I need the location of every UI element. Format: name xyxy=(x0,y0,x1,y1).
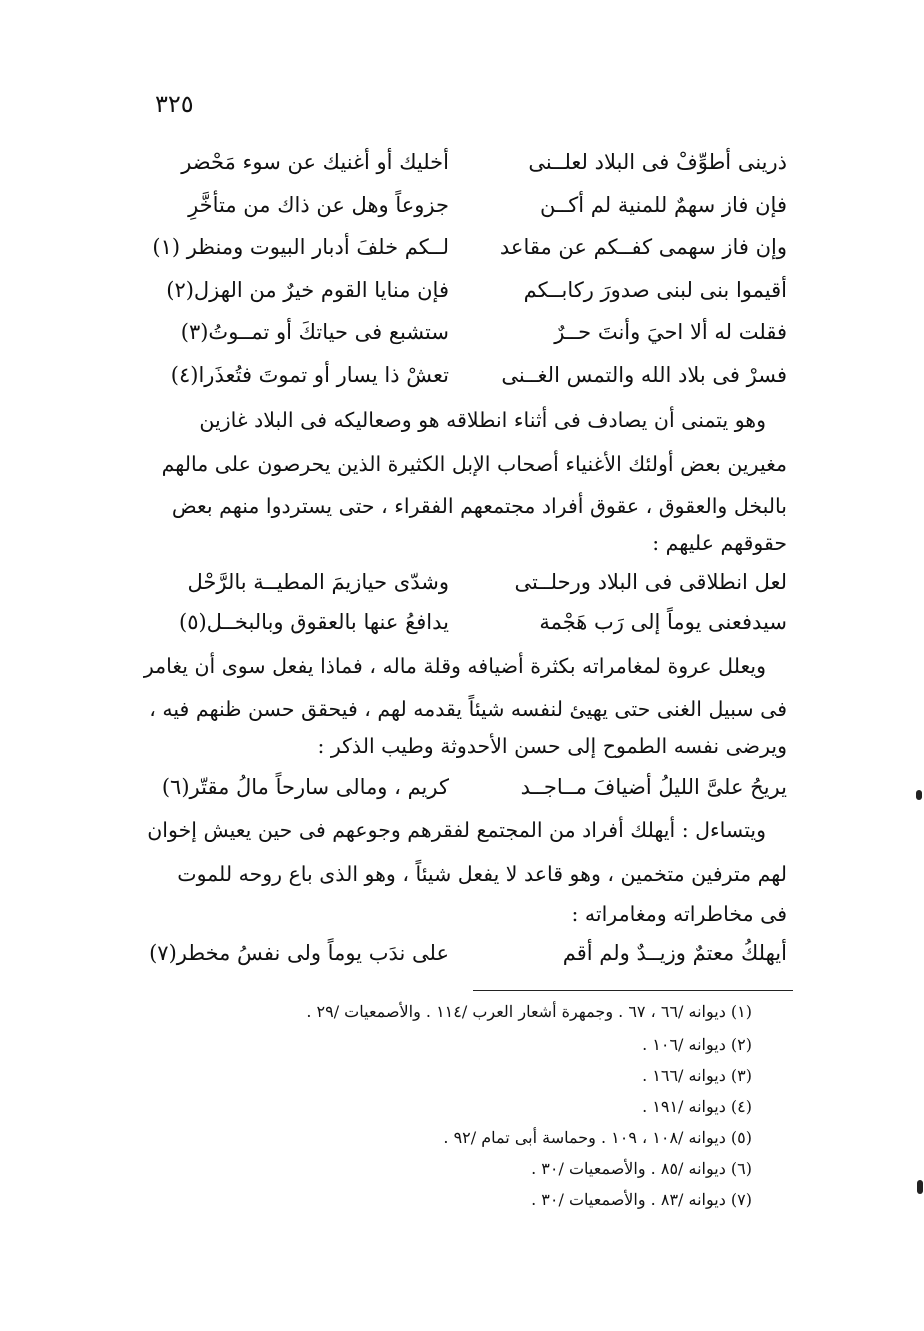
verse-3-right-hemistich: وإن فاز سهمى كفــكم عن مقاعد xyxy=(499,235,787,259)
footnote-1: (١) ديوانه /٦٦ ، ٦٧ . وجمهرة أشعار العرب /١١٤ . والأصمعيات /٢٩ . xyxy=(306,1002,752,1021)
paragraph-3-line-2: لهم مترفين متخمين ، وهو قاعد لا يفعل شيئاً ، وهو الذى باع روحه للموت xyxy=(177,862,787,886)
footnote-divider xyxy=(473,990,793,991)
paragraph-2-line-1: ويعلل عروة لمغامراته بكثرة أضيافه وقلة ماله ، فماذا يفعل سوى أن يغامر xyxy=(143,654,766,678)
verse-7-right-hemistich: لعل انطلاقى فى البلاد ورحلــتى xyxy=(514,570,787,594)
page-number: ٣٢٥ xyxy=(155,90,194,118)
paragraph-1-line-1: وهو يتمنى أن يصادف فى أثناء انطلاقه هو وصعاليكه فى البلاد غازين xyxy=(199,408,766,432)
verse-9-right-hemistich: يريحُ علىَّ الليلُ أضيافَ مــاجــد xyxy=(520,775,787,799)
verse-10-right-hemistich: أيهلكُ معتمٌ وزيــدٌ ولم أقم xyxy=(562,941,787,965)
paragraph-1-line-3: بالبخل والعقوق ، عقوق أفراد مجتمعهم الفقراء ، حتى يستردوا منهم بعض xyxy=(171,494,787,518)
verse-5-right-hemistich: فقلت له ألا احيَ وأنتَ حــرٌ xyxy=(554,320,787,344)
footnote-2: (٢) ديوانه /١٠٦ . xyxy=(642,1035,752,1054)
verse-4-right-hemistich: أقيموا بنى لبنى صدورَ ركابــكم xyxy=(523,278,787,302)
paragraph-3-line-1: ويتساءل : أيهلك أفراد من المجتمع لفقرهم وجوعهم فى حين يعيش إخوان xyxy=(147,818,766,842)
verse-6-right-hemistich: فسرْ فى بلاد الله والتمس الغــنى xyxy=(501,363,787,387)
verse-2-right-hemistich: فإن فاز سهمٌ للمنية لم أكــن xyxy=(540,193,787,217)
paragraph-2-line-3: ويرضى نفسه الطموح إلى حسن الأحدوثة وطيب الذكر : xyxy=(317,734,787,758)
paragraph-2-line-2: فى سبيل الغنى حتى يهيئ لنفسه شيئاً يقدمه لهم ، فيحقق حسن ظنهم فيه ، xyxy=(149,697,787,721)
verse-6-left-hemistich: تعشْ ذا يسار أو تموتَ فتُعذَرا(٤) xyxy=(170,363,449,387)
paragraph-1-line-2: مغيرين بعض أولئك الأغنياء أصحاب الإبل الكثيرة الذين يحرصون على مالهم xyxy=(161,452,787,476)
verse-3-left-hemistich: لــكم خلفَ أدبار البيوت ومنظر (١) xyxy=(152,235,449,259)
verse-8-right-hemistich: سيدفعنى يوماً إلى رَب هَجْمة xyxy=(539,610,787,634)
scan-speck xyxy=(916,790,922,800)
verse-5-left-hemistich: ستشبع فى حياتكَ أو تمــوتُ(٣) xyxy=(180,320,449,344)
verse-1-left-hemistich: أخليك أو أغنيك عن سوء مَحْضر xyxy=(181,150,449,174)
footnote-7: (٧) ديوانه /٨٣ . والأصمعيات /٣٠ . xyxy=(531,1190,752,1209)
paragraph-3-line-3: فى مخاطراته ومغامراته : xyxy=(571,902,787,926)
verse-7-left-hemistich: وشدّى حيازيمَ المطيــة بالرَّحْل xyxy=(187,570,449,594)
footnote-6: (٦) ديوانه /٨٥ . والأصمعيات /٣٠ . xyxy=(531,1159,752,1178)
footnote-5: (٥) ديوانه /١٠٨ ، ١٠٩ . وحماسة أبى تمام /٩٢ . xyxy=(443,1128,752,1147)
verse-8-left-hemistich: يدافعُ عنها بالعقوق وبالبخــل(٥) xyxy=(179,610,449,634)
verse-2-left-hemistich: جزوعاً وهل عن ذاك من متأخَّرِ xyxy=(188,193,449,217)
verse-4-left-hemistich: فإن منايا القوم خيرٌ من الهزل(٢) xyxy=(166,278,449,302)
paragraph-1-line-4: حقوقهم عليهم : xyxy=(652,531,787,555)
footnote-3: (٣) ديوانه /١٦٦ . xyxy=(642,1066,752,1085)
verse-10-left-hemistich: على ندَب يوماً ولى نفسُ مخطر(٧) xyxy=(149,941,449,965)
footnote-4: (٤) ديوانه /١٩١ . xyxy=(642,1097,752,1116)
scan-speck xyxy=(917,1180,923,1194)
verse-9-left-hemistich: كريم ، ومالى سارحاً مالُ مقتّر(٦) xyxy=(161,775,449,799)
verse-1-right-hemistich: ذرينى أطوِّفْ فى البلاد لعلــنى xyxy=(528,150,787,174)
